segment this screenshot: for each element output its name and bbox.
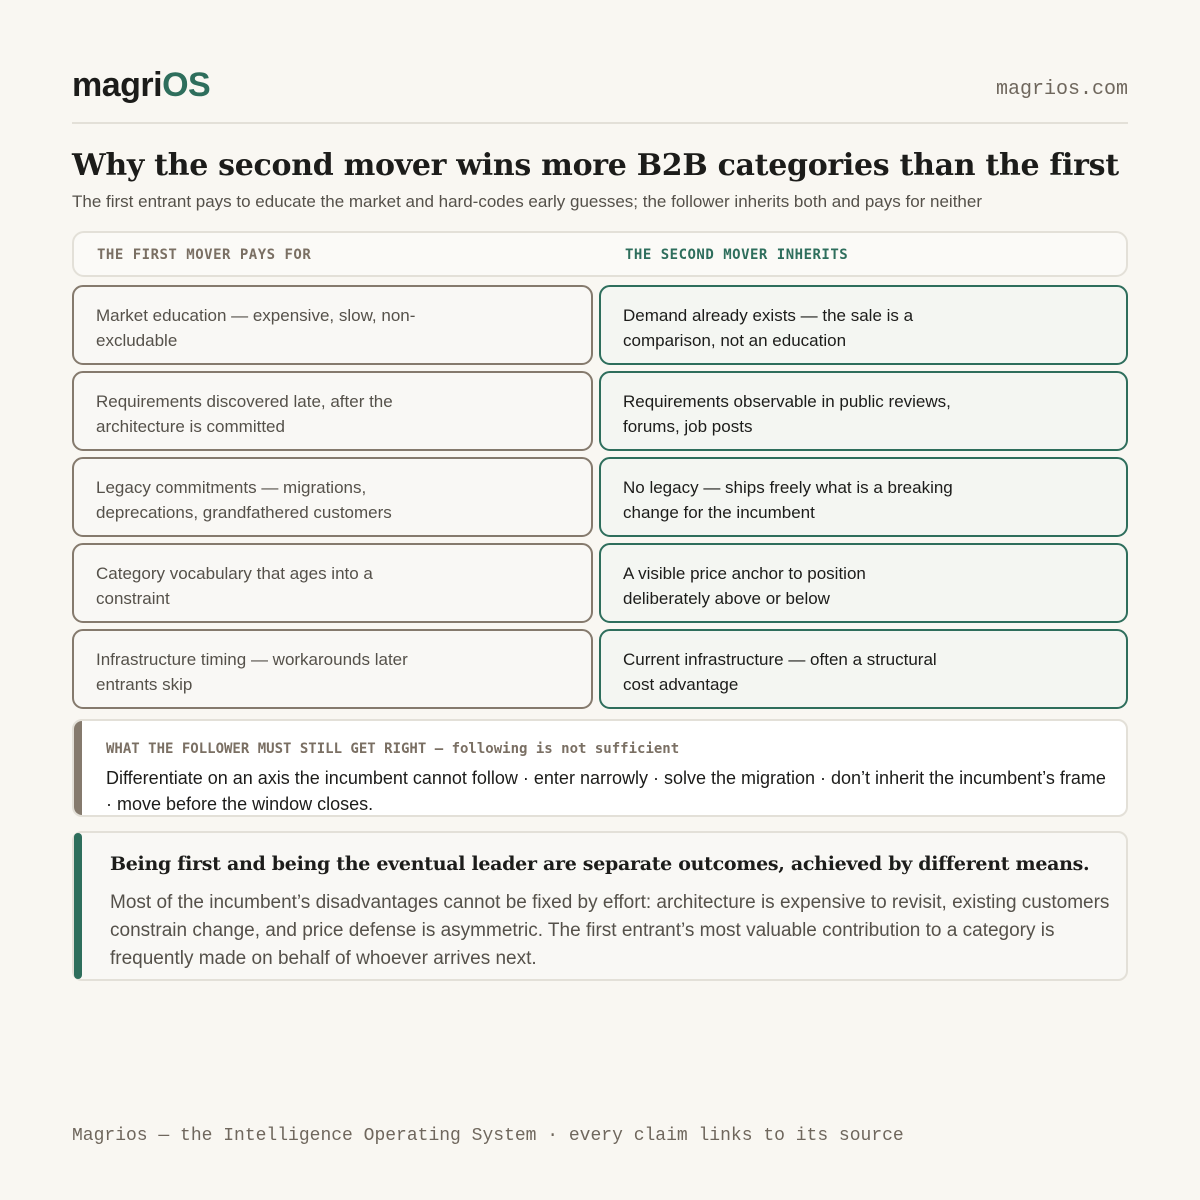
note-accent-bar [74,721,82,815]
second-mover-text: A visible price anchor to position deliberately above or below [623,564,866,608]
first-mover-cell [72,543,593,623]
follower-note [72,719,1128,817]
first-mover-cell [72,285,593,365]
logo[interactable] [72,66,210,105]
logo-text-main: magri [72,66,163,104]
comparison-row [72,285,1128,365]
first-mover-text: Legacy commitments — migrations, deprecations, grandfathered customers [96,478,392,522]
page-title: Why the second mover wins more B2B categories than the first [72,148,1119,183]
first-mover-cell [72,371,593,451]
second-mover-text: Requirements observable in public reviews, forums, job posts [623,392,951,436]
comparison-row [72,629,1128,709]
first-mover-text: Requirements discovered late, after the architecture is committed [96,392,393,436]
footer: Magrios — the Intelligence Operating System · every claim links to its source [72,1126,904,1146]
conclusion-heading: Being first and being the eventual leader are separate outcomes, achieved by different means. [110,853,1090,875]
second-mover-cell [599,285,1128,365]
second-mover-text: No legacy — ships freely what is a breaking change for the incumbent [623,478,953,522]
first-mover-text: Infrastructure timing — workarounds later entrants skip [96,650,408,694]
second-mover-cell [599,629,1128,709]
site-url[interactable]: magrios.com [995,78,1128,101]
comparison-row [72,371,1128,451]
second-mover-header: THE SECOND MOVER INHERITS [625,247,849,263]
column-headers [72,231,1128,277]
header [72,64,1128,124]
note-body: Differentiate on an axis the incumbent cannot follow · enter narrowly · solve the migration · don’t inherit the incumbent’s frame · move before the window closes. [106,768,1106,814]
second-mover-text: Current infrastructure — often a structural cost advantage [623,650,937,694]
page-subtitle: The first entrant pays to educate the market and hard-codes early guesses; the follower inherits both and pays for neither [72,192,983,211]
second-mover-text: Demand already exists — the sale is a comparison, not an education [623,306,914,350]
second-mover-cell [599,457,1128,537]
first-mover-cell [72,457,593,537]
comparison-rows [72,285,1128,715]
conclusion-accent-bar [74,833,82,979]
first-mover-header: THE FIRST MOVER PAYS FOR [97,247,312,263]
page [72,0,1128,1200]
logo-text-accent: OS [162,66,211,104]
second-mover-cell [599,371,1128,451]
comparison-row [72,457,1128,537]
second-mover-cell [599,543,1128,623]
first-mover-text: Category vocabulary that ages into a constraint [96,564,373,608]
comparison-row [72,543,1128,623]
first-mover-text: Market education — expensive, slow, non-excludable [96,306,416,350]
conclusion-body: Most of the incumbent’s disadvantages cannot be fixed by effort: architecture is expensive to revisit, existing customers constrain change, and price defense is asymmetric. The first entrant’s most valuable contribution to a category is frequently made on behalf of whoever arrives next. [110,892,1110,969]
note-label: WHAT THE FOLLOWER MUST STILL GET RIGHT — following is not sufficient [106,741,680,757]
conclusion-box [72,831,1128,981]
first-mover-cell [72,629,593,709]
